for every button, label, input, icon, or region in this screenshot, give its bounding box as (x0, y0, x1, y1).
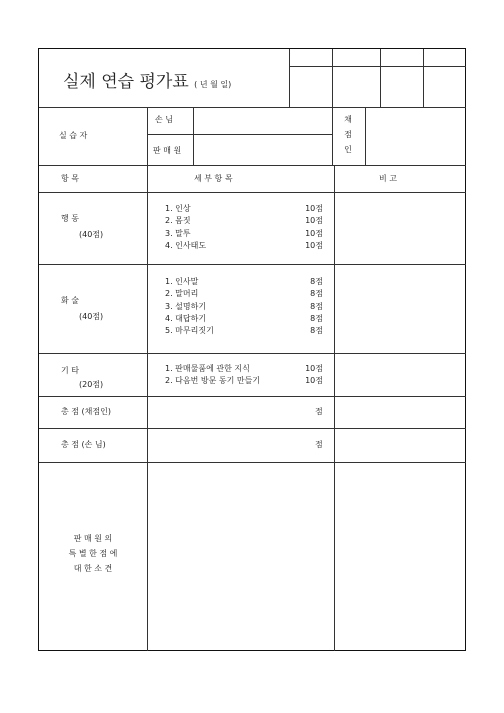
rule (39, 396, 466, 397)
total-customer-unit: 점 (315, 440, 323, 449)
list-item: 1. 판매물품에 관한 지식 10점 (165, 364, 323, 373)
list-item: 2. 다음번 방문 동기 만들기 10점 (165, 376, 323, 386)
rule (39, 428, 466, 429)
rule (334, 165, 335, 651)
section-items (165, 203, 323, 252)
form-title (63, 67, 231, 92)
total-customer-label: 총 점 (손 님) (61, 440, 106, 449)
title-main: 실제 연습 평가표 (63, 72, 189, 92)
list-item: 5. 마무리짓기 8점 (165, 326, 323, 336)
rule (289, 49, 290, 107)
total-grader-label: 총 점 (채점인) (61, 407, 111, 416)
rule (39, 165, 466, 166)
rule (147, 107, 148, 651)
section-points: (20점) (79, 380, 104, 389)
rule (365, 107, 366, 165)
rule (380, 49, 381, 107)
rule (289, 66, 466, 67)
list-item: 3. 말투 10점 (165, 228, 323, 238)
list-item: 4. 대답하기 8점 (165, 313, 323, 323)
section-points: (40점) (79, 230, 104, 239)
column-item: 항 목 (61, 174, 79, 183)
participant-label: 실 습 자 (59, 131, 88, 140)
column-note: 비 고 (379, 174, 397, 183)
section-name: 기 타 (61, 366, 79, 375)
list-item: 1. 인사말 8점 (165, 277, 323, 286)
list-item: 2. 몸짓 10점 (165, 216, 323, 226)
opinion-label: 판 매 원 의 특 별 한 점 에 대 한 소 견 (68, 534, 118, 573)
list-item: 3. 설명하기 8점 (165, 301, 323, 311)
customer-label: 손 님 (155, 115, 173, 124)
rule (332, 49, 333, 165)
rule (39, 107, 466, 108)
section-items (165, 276, 323, 337)
section-points: (40점) (79, 312, 104, 321)
title-date: ( 년 월 일) (194, 80, 232, 89)
section-name: 행 동 (61, 214, 79, 223)
list-item: 2. 말머리 8점 (165, 289, 323, 299)
list-item: 1. 인상 10점 (165, 204, 323, 213)
section-items (165, 363, 323, 388)
rule (193, 107, 194, 165)
column-detail: 세 부 항 목 (194, 174, 233, 183)
total-grader-unit: 점 (315, 407, 323, 416)
seller-label: 판 매 원 (153, 146, 182, 155)
rule (423, 49, 424, 107)
rule (39, 462, 466, 463)
evaluation-form (38, 48, 466, 651)
list-item: 4. 인사태도 10점 (165, 240, 323, 250)
score-label: 채 점 인 (344, 115, 352, 154)
rule (147, 134, 333, 135)
rule (39, 353, 466, 354)
section-name: 화 술 (61, 296, 79, 305)
rule (39, 264, 466, 265)
rule (39, 192, 466, 193)
